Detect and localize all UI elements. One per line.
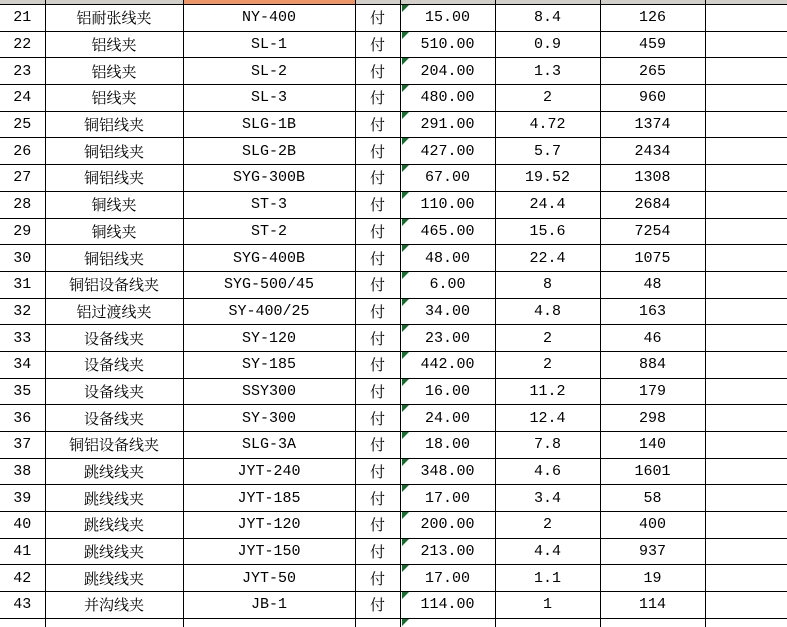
unit-cell[interactable]: 付 [355,351,400,378]
unit-cell[interactable]: 付 [355,191,400,218]
row-number-cell[interactable]: 26 [0,138,45,165]
quantity-cell[interactable]: 5.7 [495,138,600,165]
price-value: 24.00 [424,409,470,427]
price-cell[interactable] [400,378,495,405]
number-stored-as-text-indicator-icon [402,485,409,492]
empty-cell[interactable] [705,351,787,378]
empty-cell[interactable] [705,512,787,539]
total-cell[interactable]: 400 [600,512,705,539]
price-cell[interactable] [400,351,495,378]
empty-cell[interactable] [705,271,787,298]
model-cell[interactable]: JYT-50 [183,565,355,592]
price-value: 18.00 [424,436,470,454]
empty-cell[interactable] [705,485,787,512]
total-cell[interactable]: 114 [600,592,705,619]
item-name-cell[interactable]: 铜铝线夹 [45,138,183,165]
empty-cell[interactable] [705,5,787,32]
price-value: 23.00 [424,329,470,347]
total-cell[interactable]: 2684 [600,191,705,218]
table-row [0,298,787,325]
price-cell[interactable] [400,111,495,138]
unit-cell[interactable]: 付 [355,58,400,85]
row-number-cell[interactable]: 27 [0,165,45,192]
model-cell[interactable]: JYT-185 [183,485,355,512]
model-cell[interactable]: JYT-120 [183,512,355,539]
quantity-cell[interactable]: 0.9 [495,31,600,58]
item-name-cell[interactable]: 设备线夹 [45,378,183,405]
row-number-cell[interactable]: 34 [0,351,45,378]
quantity-cell[interactable]: 1.3 [495,58,600,85]
number-stored-as-text-indicator-icon [402,219,409,226]
price-value: 442.00 [420,356,475,374]
quantity-cell[interactable]: 2 [495,325,600,352]
total-cell[interactable]: 298 [600,405,705,432]
price-cell[interactable] [400,218,495,245]
number-stored-as-text-indicator-icon [402,138,409,145]
total-cell[interactable]: 140 [600,432,705,459]
quantity-cell[interactable]: 4.6 [495,458,600,485]
number-stored-as-text-indicator-icon [402,459,409,466]
row-number-cell[interactable]: 23 [0,58,45,85]
price-value: 427.00 [420,142,475,160]
partial-row-below [0,618,787,627]
unit-cell[interactable]: 付 [355,405,400,432]
empty-cell[interactable] [705,58,787,85]
row-number-cell[interactable]: 33 [0,325,45,352]
item-name-cell[interactable]: 跳线线夹 [45,512,183,539]
total-cell[interactable]: 1374 [600,111,705,138]
price-cell[interactable] [400,458,495,485]
number-stored-as-text-indicator-icon [402,325,409,332]
item-name-cell[interactable]: 铜铝设备线夹 [45,432,183,459]
number-stored-as-text-indicator-icon [402,32,409,39]
model-cell[interactable]: SL-2 [183,58,355,85]
row-number-cell[interactable]: 39 [0,485,45,512]
price-cell[interactable] [400,191,495,218]
partial-cell[interactable] [45,618,183,627]
row-number-cell[interactable]: 30 [0,245,45,272]
item-name-cell[interactable]: 铝线夹 [45,31,183,58]
item-name-cell[interactable]: 铜线夹 [45,218,183,245]
quantity-cell[interactable]: 8.4 [495,5,600,32]
number-stored-as-text-indicator-icon [402,432,409,439]
unit-cell[interactable]: 付 [355,218,400,245]
table-row [0,271,787,298]
price-value: 48.00 [424,249,470,267]
price-value: 200.00 [420,516,475,534]
number-stored-as-text-indicator-icon [402,58,409,65]
price-value: 67.00 [424,169,470,187]
price-cell[interactable] [400,165,495,192]
item-name-cell[interactable]: 铜铝线夹 [45,245,183,272]
partial-cell[interactable] [600,618,705,627]
price-value: 16.00 [424,382,470,400]
model-cell[interactable]: JYT-240 [183,458,355,485]
empty-cell[interactable] [705,111,787,138]
total-cell[interactable]: 1308 [600,165,705,192]
item-name-cell[interactable]: 铜线夹 [45,191,183,218]
row-number-cell[interactable]: 42 [0,565,45,592]
item-name-cell[interactable]: 铜铝设备线夹 [45,271,183,298]
partial-cell[interactable] [355,618,400,627]
quantity-cell[interactable]: 7.8 [495,432,600,459]
number-stored-as-text-indicator-icon [402,245,409,252]
quantity-cell[interactable]: 24.4 [495,191,600,218]
quantity-cell[interactable]: 11.2 [495,378,600,405]
price-cell[interactable] [400,138,495,165]
empty-cell[interactable] [705,85,787,112]
number-stored-as-text-indicator-icon [402,85,409,92]
model-cell[interactable]: SL-1 [183,31,355,58]
price-value: 114.00 [420,596,475,614]
quantity-cell[interactable]: 4.72 [495,111,600,138]
empty-cell[interactable] [705,298,787,325]
empty-cell[interactable] [705,405,787,432]
row-number-cell[interactable]: 35 [0,378,45,405]
price-cell[interactable] [400,592,495,619]
table-row [0,31,787,58]
total-cell[interactable]: 19 [600,565,705,592]
row-number-cell[interactable]: 38 [0,458,45,485]
model-cell[interactable]: SYG-300B [183,165,355,192]
empty-cell[interactable] [705,245,787,272]
price-value: 34.00 [424,302,470,320]
quantity-cell[interactable]: 12.4 [495,405,600,432]
table-row [0,245,787,272]
price-value: 348.00 [420,463,475,481]
unit-cell[interactable]: 付 [355,111,400,138]
total-cell[interactable]: 960 [600,85,705,112]
model-cell[interactable]: SYG-400B [183,245,355,272]
table-row [0,432,787,459]
table-row [0,565,787,592]
number-stored-as-text-indicator-icon [402,112,409,119]
total-cell[interactable]: 884 [600,351,705,378]
unit-cell[interactable]: 付 [355,432,400,459]
number-stored-as-text-indicator-icon [402,539,409,546]
row-number-cell[interactable]: 28 [0,191,45,218]
price-value: 465.00 [420,222,475,240]
row-number-cell[interactable]: 25 [0,111,45,138]
price-cell[interactable] [400,85,495,112]
model-cell[interactable]: JYT-150 [183,538,355,565]
empty-cell[interactable] [705,191,787,218]
partial-cell[interactable] [705,618,787,627]
row-number-cell[interactable]: 37 [0,432,45,459]
price-cell[interactable] [400,432,495,459]
price-cell[interactable] [400,31,495,58]
unit-cell[interactable]: 付 [355,5,400,32]
partial-cell[interactable] [495,618,600,627]
unit-cell[interactable]: 付 [355,378,400,405]
unit-cell[interactable]: 付 [355,485,400,512]
item-name-cell[interactable]: 跳线线夹 [45,565,183,592]
model-cell[interactable]: SL-3 [183,85,355,112]
item-name-cell[interactable]: 设备线夹 [45,405,183,432]
table-row [0,218,787,245]
row-number-cell[interactable]: 41 [0,538,45,565]
price-value: 15.00 [424,9,470,27]
empty-cell[interactable] [705,432,787,459]
unit-cell[interactable]: 付 [355,271,400,298]
table-row [0,592,787,619]
price-value: 17.00 [424,569,470,587]
empty-cell[interactable] [705,218,787,245]
price-value: 110.00 [420,196,475,214]
unit-cell[interactable]: 付 [355,592,400,619]
total-cell[interactable]: 48 [600,271,705,298]
model-cell[interactable]: SYG-500/45 [183,271,355,298]
quantity-cell[interactable]: 2 [495,351,600,378]
row-number-cell[interactable]: 43 [0,592,45,619]
item-name-cell[interactable]: 跳线线夹 [45,458,183,485]
number-stored-as-text-indicator-icon [402,405,409,412]
price-value: 291.00 [420,116,475,134]
price-value: 204.00 [420,62,475,80]
number-stored-as-text-indicator-icon [402,192,409,199]
number-stored-as-text-indicator-icon [402,565,409,572]
unit-cell[interactable]: 付 [355,85,400,112]
table-row [0,111,787,138]
quantity-cell[interactable]: 4.8 [495,298,600,325]
table-row [0,538,787,565]
row-number-cell[interactable]: 40 [0,512,45,539]
partial-price-cell[interactable] [400,618,495,627]
model-cell[interactable]: SY-185 [183,351,355,378]
price-cell[interactable] [400,485,495,512]
unit-cell[interactable]: 付 [355,538,400,565]
price-cell[interactable] [400,5,495,32]
partial-cell[interactable] [183,618,355,627]
item-name-cell[interactable]: 跳线线夹 [45,485,183,512]
total-cell[interactable]: 1601 [600,458,705,485]
number-stored-as-text-indicator-icon [402,299,409,306]
table-row [0,5,787,32]
number-stored-as-text-indicator-icon [402,5,409,12]
model-cell[interactable]: ST-2 [183,218,355,245]
quantity-cell[interactable]: 1.1 [495,565,600,592]
price-cell[interactable] [400,538,495,565]
unit-cell[interactable]: 付 [355,31,400,58]
item-name-cell[interactable]: 并沟线夹 [45,592,183,619]
total-cell[interactable]: 163 [600,298,705,325]
total-cell[interactable]: 126 [600,5,705,32]
quantity-cell[interactable]: 1 [495,592,600,619]
price-cell[interactable] [400,405,495,432]
quantity-cell[interactable]: 15.6 [495,218,600,245]
model-cell[interactable]: JB-1 [183,592,355,619]
unit-cell[interactable]: 付 [355,565,400,592]
number-stored-as-text-indicator-icon [402,379,409,386]
price-value: 510.00 [420,36,475,54]
empty-cell[interactable] [705,538,787,565]
table-row [0,485,787,512]
price-cell[interactable] [400,565,495,592]
item-name-cell[interactable]: 铜铝线夹 [45,165,183,192]
empty-cell[interactable] [705,165,787,192]
table-row [0,85,787,112]
model-cell[interactable]: NY-400 [183,5,355,32]
row-number-cell[interactable]: 24 [0,85,45,112]
model-cell[interactable]: SLG-2B [183,138,355,165]
total-cell[interactable]: 2434 [600,138,705,165]
quantity-cell[interactable]: 3.4 [495,485,600,512]
number-stored-as-text-indicator-icon [402,352,409,359]
quantity-cell[interactable]: 2 [495,85,600,112]
model-cell[interactable]: SLG-1B [183,111,355,138]
price-cell[interactable] [400,512,495,539]
item-name-cell[interactable]: 铝线夹 [45,58,183,85]
item-name-cell[interactable]: 铝过渡线夹 [45,298,183,325]
empty-cell[interactable] [705,378,787,405]
row-number-cell[interactable]: 22 [0,31,45,58]
total-cell[interactable]: 46 [600,325,705,352]
total-cell[interactable]: 179 [600,378,705,405]
model-cell[interactable]: ST-3 [183,191,355,218]
number-stored-as-text-indicator-icon [402,512,409,519]
price-value: 6.00 [429,276,466,294]
table-row [0,405,787,432]
total-cell[interactable]: 937 [600,538,705,565]
empty-cell[interactable] [705,592,787,619]
number-stored-as-text-indicator-icon [402,165,409,172]
price-cell[interactable] [400,58,495,85]
quantity-cell[interactable]: 4.4 [495,538,600,565]
price-value: 17.00 [424,489,470,507]
total-cell[interactable]: 58 [600,485,705,512]
number-stored-as-text-indicator-icon [402,592,409,599]
partial-cell[interactable] [0,618,45,627]
item-name-cell[interactable]: 跳线线夹 [45,538,183,565]
table-row [0,191,787,218]
unit-cell[interactable]: 付 [355,298,400,325]
model-cell[interactable]: SY-400/25 [183,298,355,325]
table-row [0,325,787,352]
item-name-cell[interactable]: 铜铝线夹 [45,111,183,138]
empty-cell[interactable] [705,325,787,352]
empty-cell[interactable] [705,458,787,485]
quantity-cell[interactable]: 2 [495,512,600,539]
table-row [0,378,787,405]
unit-cell[interactable]: 付 [355,512,400,539]
model-cell[interactable]: SLG-3A [183,432,355,459]
total-cell[interactable]: 459 [600,31,705,58]
unit-cell[interactable]: 付 [355,325,400,352]
table-row [0,458,787,485]
quantity-cell[interactable]: 19.52 [495,165,600,192]
table-row [0,351,787,378]
price-cell[interactable] [400,271,495,298]
unit-cell[interactable]: 付 [355,458,400,485]
total-cell[interactable]: 265 [600,58,705,85]
price-cell[interactable] [400,298,495,325]
table-row [0,58,787,85]
price-cell[interactable] [400,325,495,352]
table-row [0,512,787,539]
item-name-cell[interactable]: 铝线夹 [45,85,183,112]
item-name-cell[interactable]: 设备线夹 [45,325,183,352]
unit-cell[interactable]: 付 [355,245,400,272]
item-name-cell[interactable]: 铝耐张线夹 [45,5,183,32]
model-cell[interactable]: SY-120 [183,325,355,352]
row-number-cell[interactable]: 36 [0,405,45,432]
item-name-cell[interactable]: 设备线夹 [45,351,183,378]
unit-cell[interactable]: 付 [355,138,400,165]
row-number-cell[interactable]: 29 [0,218,45,245]
row-number-cell[interactable]: 31 [0,271,45,298]
number-stored-as-text-indicator-icon [402,619,409,626]
total-cell[interactable]: 1075 [600,245,705,272]
price-value: 480.00 [420,89,475,107]
quantity-cell[interactable]: 22.4 [495,245,600,272]
empty-cell[interactable] [705,138,787,165]
unit-cell[interactable]: 付 [355,165,400,192]
empty-cell[interactable] [705,31,787,58]
table-row [0,138,787,165]
row-number-cell[interactable]: 32 [0,298,45,325]
number-stored-as-text-indicator-icon [402,272,409,279]
quantity-cell[interactable]: 8 [495,271,600,298]
model-cell[interactable]: SY-300 [183,405,355,432]
table-row [0,165,787,192]
price-value: 213.00 [420,543,475,561]
empty-cell[interactable] [705,565,787,592]
total-cell[interactable]: 7254 [600,218,705,245]
price-cell[interactable] [400,245,495,272]
row-number-cell[interactable]: 21 [0,5,45,32]
model-cell[interactable]: SSY300 [183,378,355,405]
